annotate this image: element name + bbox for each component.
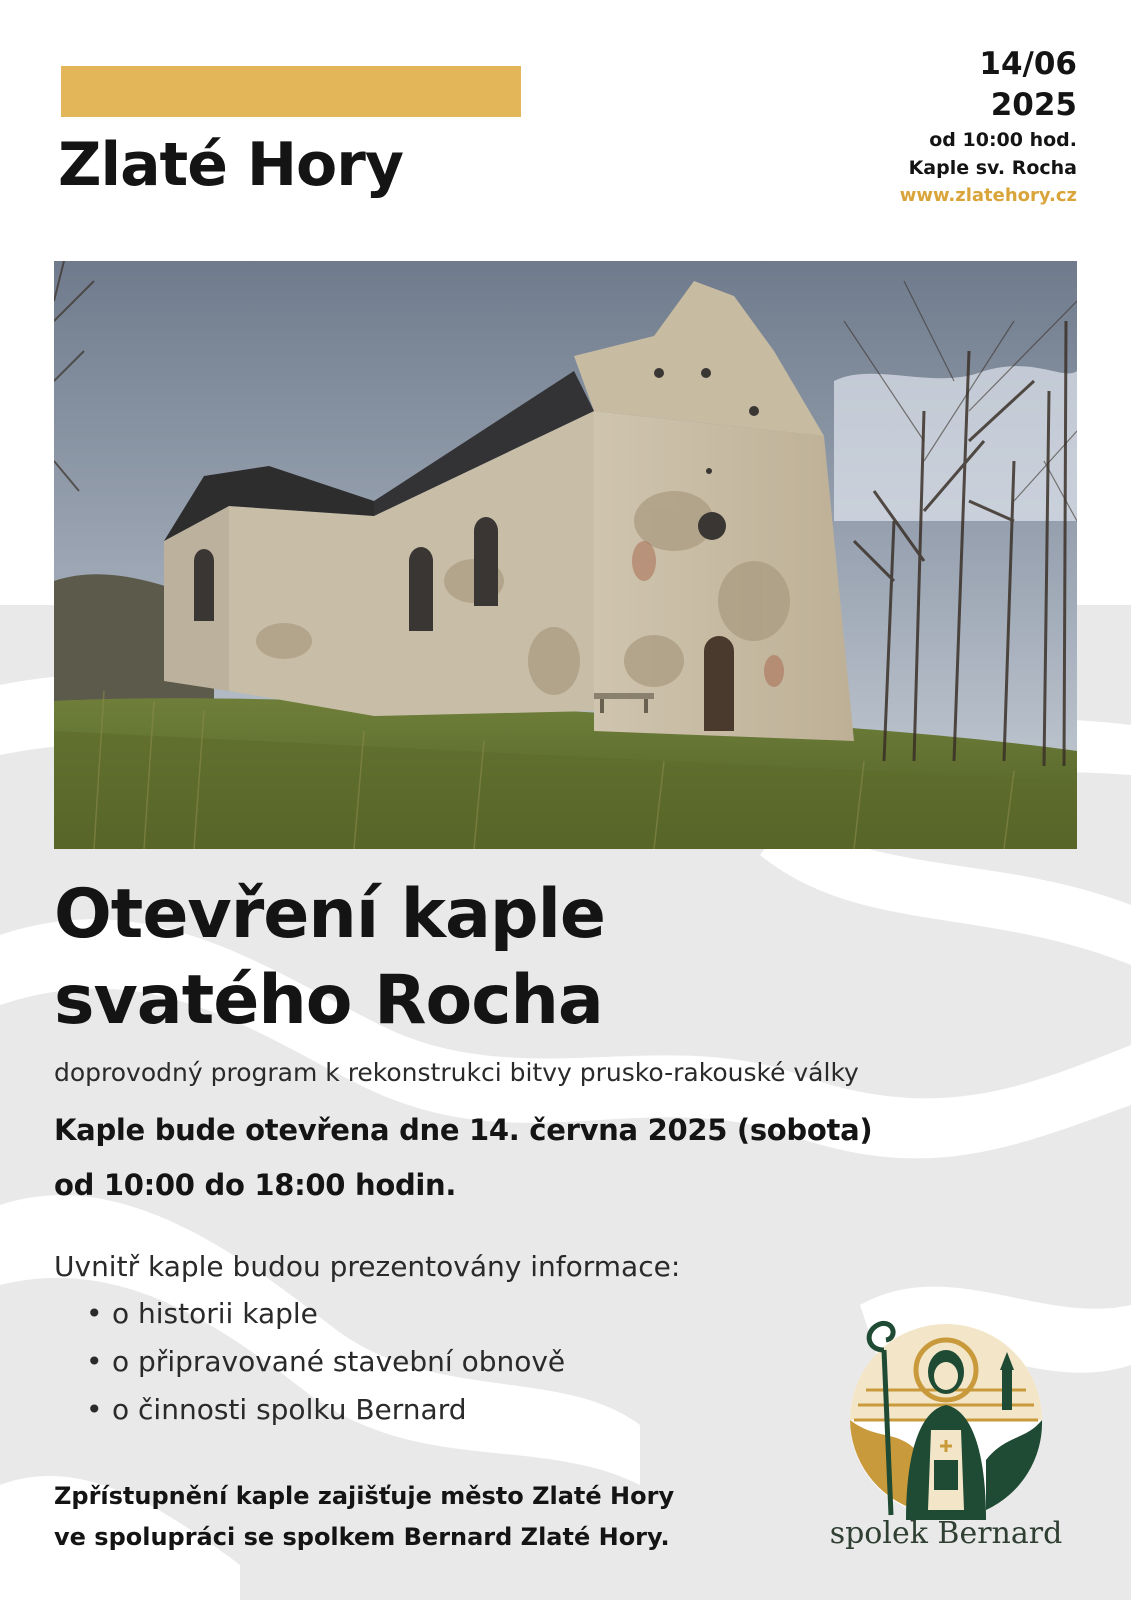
event-date-day: 14/06 xyxy=(979,46,1077,82)
logo-text: spolek Bernard xyxy=(829,1516,1063,1551)
opening-line-1: Kaple bude otevřena dne 14. června 2025 (sobota) xyxy=(54,1113,873,1147)
list-item xyxy=(86,1386,565,1434)
footer-note xyxy=(54,1476,674,1558)
list-item-text: o připravované stavební obnově xyxy=(112,1345,566,1378)
headline xyxy=(54,872,605,1044)
event-info xyxy=(900,44,1077,210)
headline-line-1: Otevření kaple xyxy=(54,875,606,954)
list-item xyxy=(86,1290,565,1338)
list-item-text: o činnosti spolku Bernard xyxy=(112,1393,467,1426)
website-link[interactable]: www.zlatehory.cz xyxy=(899,185,1077,206)
accent-bar xyxy=(61,66,521,117)
info-list xyxy=(86,1290,565,1434)
footer-note-line-1: Zpřístupnění kaple zajišťuje město Zlaté Hory xyxy=(54,1482,675,1510)
info-intro: Uvnitř kaple budou prezentovány informace: xyxy=(54,1250,681,1283)
headline-line-2: svatého Rocha xyxy=(54,961,603,1040)
bullet-icon: • xyxy=(86,1345,103,1378)
footer-note-line-2: ve spolupráci se spolkem Bernard Zlaté Hory. xyxy=(54,1523,670,1551)
list-item-text: o historii kaple xyxy=(112,1297,318,1330)
event-place: Kaple sv. Rocha xyxy=(908,157,1077,179)
event-date-year: 2025 xyxy=(990,87,1077,123)
subtitle: doprovodný program k rekonstrukci bitvy prusko-rakouské války xyxy=(54,1058,859,1087)
list-item xyxy=(86,1338,565,1386)
opening-hours xyxy=(54,1103,872,1213)
bullet-icon: • xyxy=(86,1297,103,1330)
bullet-icon: • xyxy=(86,1393,103,1426)
chapel-photo xyxy=(54,261,1077,849)
opening-line-2: od 10:00 do 18:00 hodin. xyxy=(54,1168,457,1202)
town-title: Zlaté Hory xyxy=(58,130,403,200)
event-time: od 10:00 hod. xyxy=(929,129,1077,151)
